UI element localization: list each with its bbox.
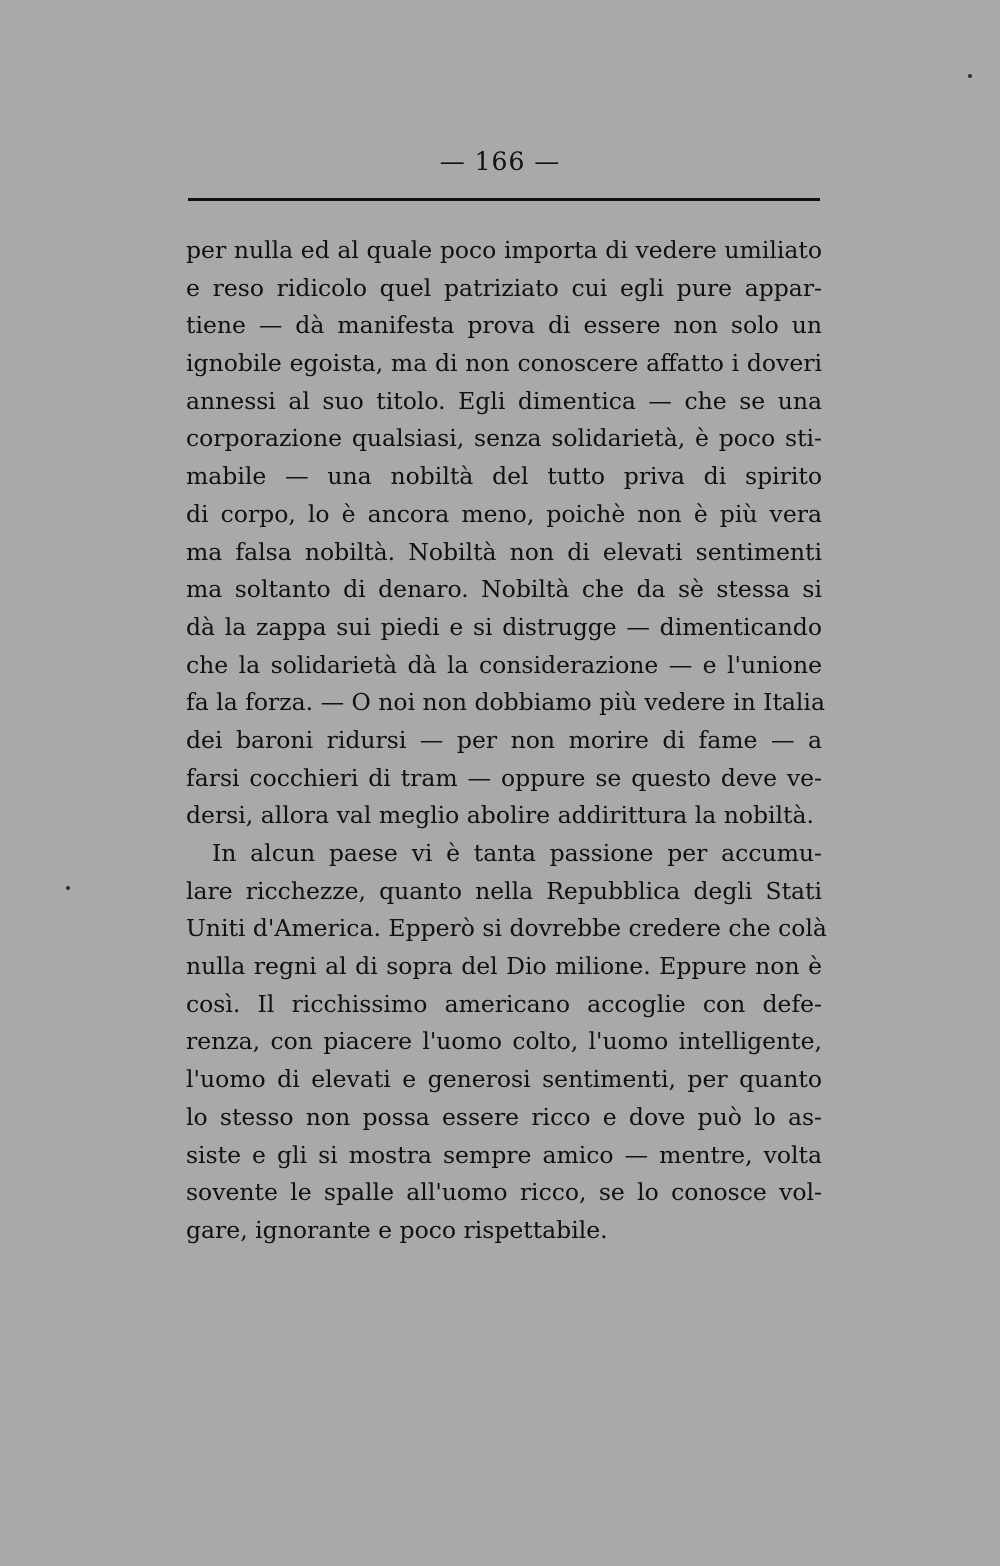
body-text — [186, 232, 827, 1250]
text-line: In alcun paese vi è tanta passione per accumu- — [212, 839, 822, 867]
text-line: l'uomo di elevati e generosi sentimenti, per quanto — [186, 1065, 822, 1094]
text-line: di corpo, lo è ancora meno, poichè non è più vera — [186, 499, 822, 528]
text-line: per nulla ed al quale poco importa di vedere umiliato — [186, 236, 822, 264]
text-line: che la solidarietà dà la considerazione — e l'unione — [186, 650, 822, 679]
header-rule — [188, 198, 820, 201]
scan-speck — [66, 886, 70, 890]
text-line: renza, con piacere l'uomo colto, l'uomo intelligente, — [186, 1027, 822, 1056]
text-line: mabile — una nobiltà del tutto priva di spirito — [186, 462, 822, 491]
text-line: gare, ignorante e poco rispettabile. — [186, 1215, 608, 1244]
text-line: nulla regni al di sopra del Dio milione. Eppure non è — [186, 952, 822, 981]
text-line: dersi, allora val meglio abolire addirittura la nobiltà. — [186, 801, 814, 830]
text-line: fa la forza. — O noi non dobbiamo più vedere in Italia — [186, 688, 825, 717]
text-line: tiene — dà manifesta prova di essere non solo un — [186, 311, 822, 340]
text-line: e reso ridicolo quel patriziato cui egli pure appar- — [186, 273, 822, 302]
page-number: — 166 — — [439, 147, 561, 176]
text-line: dà la zappa sui piedi e si distrugge — dimenticando — [186, 612, 822, 641]
text-line: sovente le spalle all'uomo ricco, se lo conosce vol- — [186, 1178, 822, 1207]
text-line: ma falsa nobiltà. Nobiltà non di elevati sentimenti — [186, 537, 822, 566]
text-line: farsi cocchieri di tram — oppure se questo deve ve- — [186, 763, 822, 792]
text-line: annessi al suo titolo. Egli dimentica — che se una — [186, 386, 822, 415]
text-line: dei baroni ridursi — per non morire di fame — a — [186, 725, 822, 754]
scan-speck — [968, 74, 972, 78]
text-line: ignobile egoista, ma di non conoscere affatto i doveri — [186, 349, 822, 378]
text-line: così. Il ricchissimo americano accoglie con defe- — [186, 989, 822, 1018]
text-line: Uniti d'America. Epperò si dovrebbe credere che colà — [186, 914, 827, 943]
text-line: siste e gli si mostra sempre amico — mentre, volta — [186, 1140, 822, 1169]
text-line: ma soltanto di denaro. Nobiltà che da sè stessa si — [186, 575, 822, 604]
text-line: corporazione qualsiasi, senza solidarietà, è poco sti- — [186, 424, 822, 453]
text-line: lare ricchezze, quanto nella Repubblica degli Stati — [186, 876, 822, 905]
text-line: lo stesso non possa essere ricco e dove può lo as- — [186, 1102, 822, 1131]
